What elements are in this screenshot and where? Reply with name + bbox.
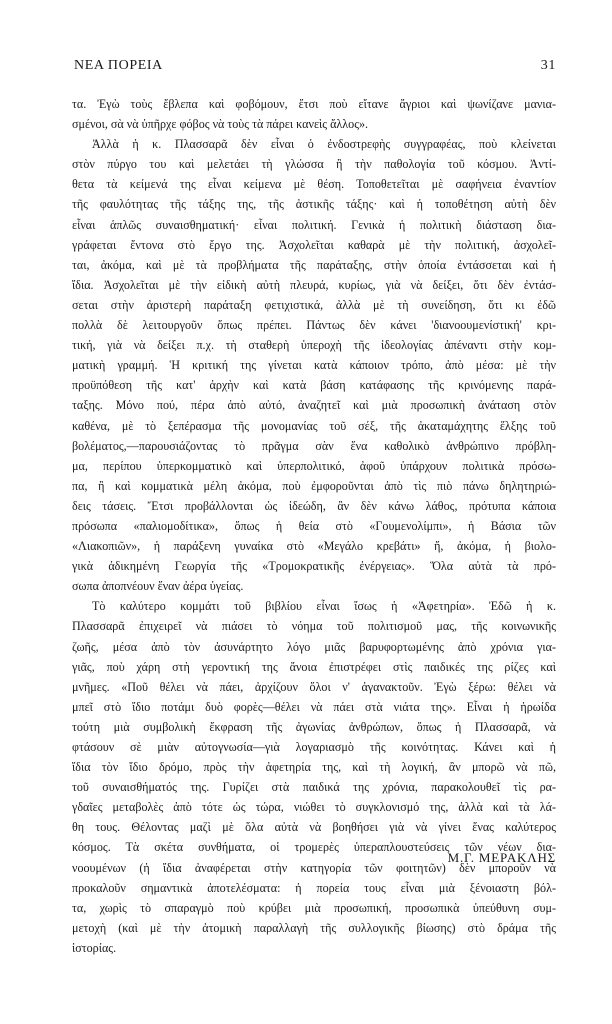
text-line: εἶναι ἁπλῶς συναισθηματική· εἶναι πολιτική. Γενικὰ ἡ πολιτικὴ διάσταση δια- [72,217,556,232]
text-line: καθένα, μὲ τὸ ξεπέρασμα τῆς μονομανίας τοῦ σέξ, τῆς ἀκαταμάχητης ἕλξης τοῦ [72,418,556,433]
text-line: ἴδια. Ἀσχολεῖται μὲ τὴν εἰδικὴ αὐτὴ πλευρά, κυρίως, γιὰ νὰ δείξει, ὅτι δὲν ἐντάσ- [72,277,556,292]
text-line: στὸν πύργο του καὶ μελετάει τὴ γλώσσα ἢ τὴν παθολογία τοῦ κόσμου. Ἀντί- [72,157,556,172]
text-line: τῆς φαυλότητας τῆς τάξης της, τῆς ἀστικῆς τάξης· καὶ ἡ τοποθέτηση αὐτὴ δὲν [72,197,556,212]
text-line: σεται στὴν ἀριστερὴ παράταξη φετιχιστικά, ἀλλὰ μὲ τὴ συνείδηση, ὅτι κι ἐδῶ [72,297,556,312]
text-line: ἴδια τὸν ἴδιο δρόμο, πρὸς τὴν ἀφετηρία της, καὶ τὴ λογική, ἂν μπορῶ νὰ πῶ, [72,760,556,775]
text-line: ταξης. Μόνο πού, πέρα ἀπὸ αὐτό, ἀναζητεῖ καὶ μιὰ προσωπικὴ ἀνάταση στὸν [72,398,556,413]
author-signature: Μ.Γ. ΜΕΡΑΚΛΗΣ [447,850,556,865]
text-line: σμένοι, σὰ νὰ ὑπῆρχε φόβος νὰ τοὺς τὰ πάρει κανεὶς ἄλλος». [72,117,369,132]
text-line: πρόσωπα «παλιομοδίτικα», ὅπως ἡ θεία στὸ «Γουμενολίμπι», ἡ Βάσια τῶν [72,518,556,533]
text-line: φτάσουν σὲ μιὰν αὐτογνωσία—γιὰ λογαριασμὸ τῆς κοινότητας. Κάνει καὶ ἡ [72,740,556,754]
text-line: τοῦ συναισθήματός της. Γυρίζει στὰ παιδικά της χρόνια, παρακολουθεῖ τὶς ρα- [72,780,556,795]
text-line: θετα τὰ κείμενά της εἶναι κείμενα μὲ θέση. Τοποθετεῖται μὲ σαφήνεια ἐναντίον [72,177,556,192]
text-line: ται, ἀκόμα, καὶ μὲ τὰ προβλήματα τῆς παράταξης, στὴν ὁποία ἐντάσσεται καὶ ἡ [72,257,556,272]
text-line: Ἀλλὰ ἡ κ. Πλασσαρᾶ δὲν εἶναι ὁ ἐνδοστρεφὴς συγγραφέας, ποὺ κλείνεται [92,137,556,152]
text-line: Πλασσαρᾶ ἐπιχειρεῖ νὰ πιάσει τὸ νόημα τοῦ πολιτισμοῦ μας, τῆς κοινωνικῆς [72,619,556,634]
text-line: μπεῖ στὸ ἴδιο ποτάμι δυὸ φορὲς—θέλει νὰ πάει στὰ νιάτα της». Εἶναι ἡ ἡρωίδα [72,699,556,714]
text-line: μνῆμες. «Ποῦ θέλει νὰ πάει, ἀρχίζουν ὅλοι ν' ἀγανακτοῦν. Ἐγὼ ξέρω: θέλει νὰ [72,679,556,694]
text-line: θη τους. Θέλοντας μαζὶ μὲ ὅλα αὐτὰ νὰ βοηθήσει γιὰ νὰ γίνει ἕνας καλύτερος [72,820,556,835]
journal-title: ΝΕΑ ΠΟΡΕΙΑ [74,58,163,73]
text-line: τα. Ἐγὼ τοὺς ἔβλεπα καὶ φοβόμουν, ἔτσι ποὺ εἴτανε ἄγριοι καὶ ψωνίζανε μανια- [72,97,556,111]
text-line: γικὰ ἀδικημένη Γεωργία τῆς «Τρομοκρατικῆς ἐνέργειας». Ὅλα αὐτὰ τὰ πρό- [72,559,556,574]
paragraph [72,134,556,596]
running-header [74,58,556,74]
text-line: μετοχὴ (καὶ μὲ τὴν ἀτομικὴ παραλλαγὴ τῆς συλλογικῆς βίωσης) στὸ δράμα τῆς [72,920,556,935]
paragraph [72,596,556,958]
text-line: προκαλοῦν σημαντικὰ ἀποτελέσματα: ἡ πορεία τους εἶναι μιὰ ξένοιαστη βόλ- [72,880,556,895]
text-line: γιᾶς, ποὺ χάρη στὴ γεροντική της ἄνοια ἐπιστρέφει στὶς παιδικές της ρίζες καὶ [72,659,556,674]
text-line: πολλὰ δὲ λειτουργοῦν ὅπως πρέπει. Πάντως δὲν κάνει 'διανοουμενίστική' κρι- [72,318,556,333]
text-line: δεις τάσεις. Ἔτσι προβάλλονται ὡς ἰδεώδη, ἂν δὲν κάνω λάθος, πρότυπα κάποια [72,498,556,513]
text-line: «Λιακοπιῶν», ἡ παράξενη γυναίκα στὸ «Μεγάλο κρεβάτι» ἤ, ἀκόμα, ἡ βιολο- [72,539,556,554]
page-number: 31 [540,58,556,73]
text-line: τική, γιὰ νὰ δείξει π.χ. τὴ σταθερὴ ὑπεροχὴ τῆς ἰδεολογίας ἀπέναντι στὴν κομ- [72,338,556,353]
text-line: μα, περίπου ὑπερκομματικὸ καὶ ὑπερπολιτικό, ἀφοῦ ὑπάρχουν πολιτικὰ πρόσω- [72,458,556,473]
text-line: προϋπόθεση τῆς κατ' ἀρχὴν καὶ κατὰ βάση κατάφασης τῆς κρινόμενης παρά- [72,378,556,393]
text-line: σωπα ἀποπνέουν ἕναν ἀέρα ὑγείας. [72,579,244,594]
text-line: νοουμένων (ἡ ἴδια ἀναφέρεται στὴν κατηγορία τῶν φοιτητῶν) δὲν μποροῦν νὰ [72,860,556,875]
text-line: γδαῖες μεταβολὲς ἀπὸ τότε ὡς τώρα, νιώθει τὸ συγκλονισμό της, ἀλλὰ καὶ τὰ λά- [72,800,556,815]
text-line: γράφεται ἔντονα στὸ ἔργο της. Ἀσχολεῖται καθαρὰ μὲ τὴν πολιτική, ἀσχολεῖ- [72,237,556,252]
text-line: ματικὴ γραμμή. Ἡ κριτική της γίνεται κατὰ κάποιον τρόπο, ἀπὸ μέσα: μὲ τὴν [72,358,556,373]
article-body [72,94,556,958]
text-line: τα, χωρὶς τὸ σπαραγμὸ ποὺ κρύβει μιὰ προσωπική, προσωπικὰ ὑπεύθυνη συμ- [72,900,556,915]
paragraph [72,94,556,134]
text-line: ἱστορίας. [72,940,117,955]
text-line: κόσμος. Τὰ σκέτα συνθήματα, οἱ τρομερὲς ὑπεραπλουστεύσεις τῶν νέων δια- [72,840,556,855]
text-line: Τὸ καλύτερο κομμάτι τοῦ βιβλίου εἶναι ἴσως ἡ «Ἀφετηρία». Ἐδῶ ἡ κ. [92,599,556,614]
text-line: πα, ἢ καὶ κομματικὰ μέλη ἀκόμα, ποὺ ἐμφοροῦνται ἀπὸ τὶς πιὸ πάνω δηλητηριώ- [72,478,556,493]
text-line: ζωῆς, μέσα ἀπὸ τὸν ἀσυνάρτητο λόγο μιᾶς βαρυφορτωμένης ἀπὸ χρόνια για- [72,639,556,654]
text-line: τούτη μιὰ συμβολικὴ ἔκφραση τῆς ἀγωνίας ἀνθρώπων, ὅπως ἡ Πλασσαρᾶ, νὰ [72,719,556,734]
text-line: βολέματος,—παρουσιάζοντας τὸ πρᾶγμα σὰν ἕνα καθολικὸ ἀνθρώπινο πρόβλη- [72,438,556,453]
